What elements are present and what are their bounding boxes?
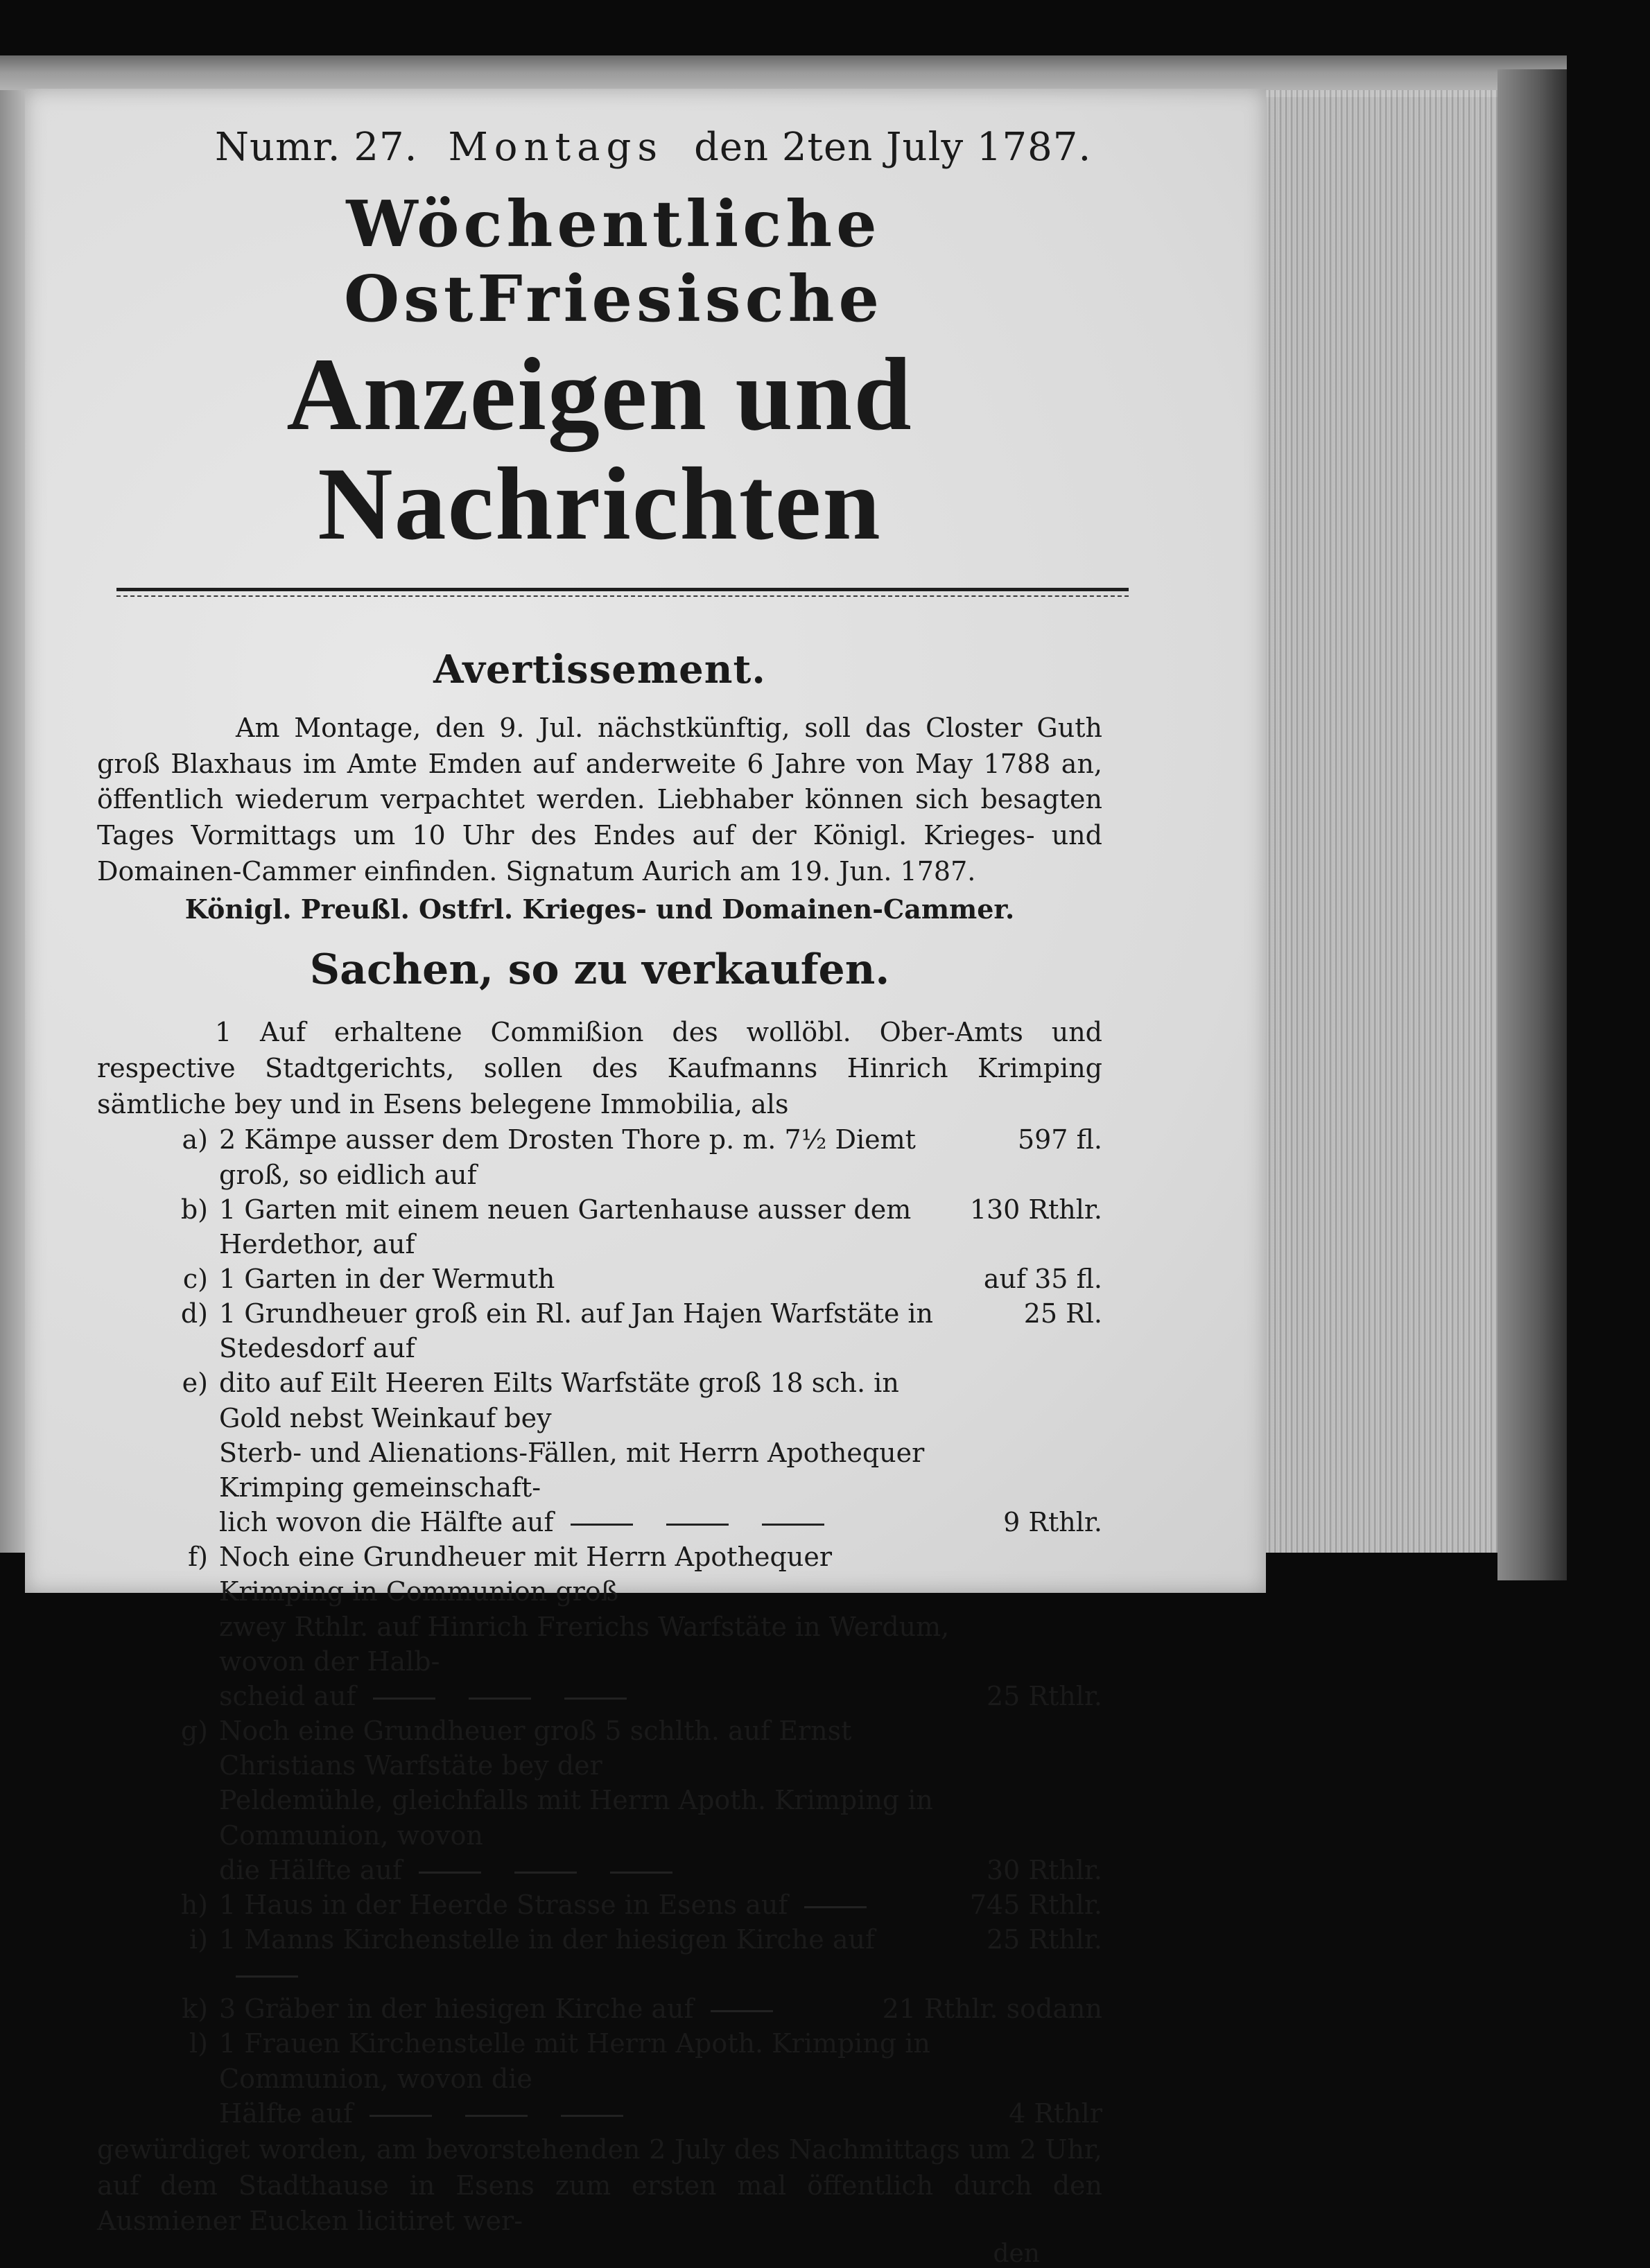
sale-item-row <box>97 1539 1102 1609</box>
sale-item-amount: auf 35 fl. <box>983 1264 1102 1294</box>
page-edges <box>1266 90 1505 1553</box>
avertissement-signature: Königl. Preußl. Ostfrl. Krieges- und Domainen-Cammer. <box>184 893 1015 925</box>
sale-item-mark: h) <box>180 1889 208 1920</box>
sale-item-amount: 9 Rthlr. <box>1003 1507 1102 1538</box>
sale-item-amount: 4 Rthlr <box>1009 2097 1102 2129</box>
sale-item-description: 1 Frauen Kirchenstelle mit Herrn Apoth. Krimping in Communion, wovon die <box>219 2028 930 2094</box>
sale-item-row <box>97 1505 1102 1539</box>
sale-item-row <box>97 1679 1102 1713</box>
sale-item-description: dito auf Eilt Heeren Eilts Warfstäte groß 18 sch. in Gold nebst Weinkauf bey <box>219 1368 899 1433</box>
leader-dash <box>561 2115 623 2117</box>
book-cover-edge <box>1497 69 1567 1580</box>
sale-item-text <box>219 1296 964 1366</box>
sale-item-mark: g) <box>180 1716 208 1747</box>
sale-item-row <box>97 2026 1102 2095</box>
sale-item-mark: a) <box>182 1124 208 1155</box>
sale-item-text <box>219 1366 964 1435</box>
sale-item-text <box>219 1192 964 1262</box>
sale-item-amount <box>964 1436 1102 1505</box>
sale-item-row <box>97 1991 1102 2026</box>
sale-item-description: Noch eine Grundheuer mit Herrn Apothequer Krimping in Communion groß <box>219 1542 832 1607</box>
leader-dash <box>373 1698 435 1700</box>
sale-item-row <box>97 1192 1102 1262</box>
sale-item-description: lich wovon die Hälfte auf <box>219 1507 554 1538</box>
avertissement-body <box>97 710 1102 889</box>
sale-item-description: scheid auf <box>219 1680 356 1711</box>
sale-item-description: Peldemühle, gleichfalls mit Herrn Apoth. Krimping in Communion, wovon <box>219 1785 933 1851</box>
sale-item-row <box>97 1887 1102 1922</box>
sale-item-row <box>97 1610 1102 1679</box>
sale-item-text <box>219 1887 964 1922</box>
sale-item-row <box>97 1783 1102 1852</box>
sale-item-row <box>97 1366 1102 1435</box>
sale-item-text <box>219 1853 964 1887</box>
issue-header <box>215 125 1102 170</box>
sale-item-amount <box>964 1539 1102 1609</box>
sale-item-text <box>219 1436 964 1505</box>
sale-item-row <box>97 1122 1102 1192</box>
leader-dash <box>666 1524 729 1526</box>
leader-dash <box>610 1872 672 1874</box>
leader-dash <box>236 1975 298 1978</box>
sale-item-mark: l) <box>189 2028 208 2059</box>
issue-day: Montags <box>448 125 664 170</box>
sale-item-description: 1 Garten mit einem neuen Gartenhause ausser dem Herdethor, auf <box>219 1194 912 1259</box>
sale-item-amount <box>964 1783 1102 1852</box>
sale-item-amount: 130 Rthlr. <box>969 1194 1102 1225</box>
sale-item-mark: c) <box>182 1264 208 1294</box>
sale-item-text <box>219 2026 964 2095</box>
sale-item-amount: 25 Rl. <box>1023 1298 1102 1329</box>
sale-item-amount: 745 Rthlr. <box>969 1889 1102 1920</box>
sale-item-row <box>97 1853 1102 1887</box>
sale-item-text <box>219 2096 964 2131</box>
sale-item-description: 2 Kämpe ausser dem Drosten Thore p. m. 7½ Diemt groß, so eidlich auf <box>219 1124 916 1190</box>
sale-item-amount <box>964 1366 1102 1435</box>
sale-item-text <box>219 1610 964 1679</box>
sale-item-description: 1 Haus in der Heerde Strasse in Esens auf <box>219 1889 788 1920</box>
page-content <box>97 125 1102 2268</box>
sale-item-text <box>219 1783 964 1852</box>
masthead-rule <box>116 588 1129 591</box>
sale-item-amount: 30 Rthlr. <box>986 1854 1102 1885</box>
leader-dash <box>370 2115 432 2117</box>
sale-item-amount <box>964 2026 1102 2095</box>
catchword: den <box>993 2239 1040 2268</box>
sale-item-mark: k) <box>182 1994 208 2025</box>
sale-item-description: Noch eine Grundheuer groß 5 schlth. auf Ernst Christians Warfstäte bey der <box>219 1716 852 1781</box>
sale-item-row <box>97 1262 1102 1296</box>
sale-outro: gewürdiget worden, am bevorstehenden 2 July des Nachmittags um 2 Uhr, auf dem Stadthause in Esens zum ersten mal öffentlich durch den Ausmiener Eucken licitiret wer- <box>97 2134 1102 2237</box>
sale-item-description: 1 Garten in der Wermuth <box>219 1264 555 1294</box>
leader-dash <box>419 1872 481 1874</box>
issue-number: Numr. 27. <box>215 125 418 170</box>
sale-item-mark: i) <box>189 1924 208 1955</box>
sale-item-row <box>97 1922 1102 1991</box>
sale-item-list <box>97 1122 1102 2131</box>
issue-date: den 2ten July 1787. <box>694 125 1092 170</box>
sale-item-text <box>219 1713 964 1783</box>
sale-item-mark: b) <box>180 1194 208 1225</box>
sale-item-mark: f) <box>188 1542 208 1573</box>
sale-item-description: Hälfte auf <box>219 2097 354 2129</box>
sale-item-description: die Hälfte auf <box>219 1854 403 1885</box>
sale-item-description: 3 Gräber in der hiesigen Kirche auf <box>219 1994 694 2025</box>
leader-dash <box>564 1698 627 1700</box>
sale-item-text <box>219 1991 883 2026</box>
leader-dash <box>571 1524 633 1526</box>
sale-item-description: 1 Grundheuer groß ein Rl. auf Jan Hajen Warfstäte in Stedesdorf auf <box>219 1298 934 1364</box>
sale-item-amount: 597 fl. <box>1017 1124 1102 1155</box>
sale-item-text <box>219 1539 964 1609</box>
sale-item-description: Sterb- und Alienations-Fällen, mit Herrn Apothequer Krimping gemeinschaft- <box>219 1437 925 1503</box>
leader-dash <box>711 2010 773 2012</box>
sale-item-amount <box>964 1713 1102 1783</box>
sale-item-description: zwey Rthlr. auf Hinrich Frerichs Warfstäte in Werdum, wovon der Halb- <box>219 1611 950 1677</box>
sale-item-text <box>219 1505 964 1539</box>
masthead-line-2: Anzeigen und Nachrichten <box>286 337 913 561</box>
leader-dash <box>469 1698 531 1700</box>
leader-dash <box>762 1524 824 1526</box>
sale-item-text <box>219 1679 964 1713</box>
sale-item-row <box>97 1296 1102 1366</box>
leader-dash <box>465 2115 528 2117</box>
sale-item-mark: d) <box>180 1298 208 1329</box>
sale-item-amount: 25 Rthlr. <box>986 1924 1102 1955</box>
sale-item-text <box>219 1122 964 1192</box>
sale-item-text <box>219 1922 964 1991</box>
sale-item-amount <box>964 1610 1102 1679</box>
left-page-sliver <box>0 90 28 1553</box>
sale-item-amount: 21 Rthlr. sodann <box>882 1994 1102 2025</box>
avertissement-text: Am Montage, den 9. Jul. nächstkünftig, soll das Closter Guth groß Blaxhaus im Amte Emden auf anderweite 6 Jahre von May 1788 an, öffentlich wiederum verpachtet werden. Liebhaber können sich besagten Tages Vormittags um 10 Uhr des Endes auf der Königl. Krieges- und Domainen-Cammer einfinden. Signatum Aurich am 19. Jun. 1787. <box>97 713 1102 887</box>
sale-item-description: 1 Manns Kirchenstelle in der hiesigen Kirche auf <box>219 1924 876 1955</box>
leader-dash <box>514 1872 577 1874</box>
avertissement-heading: Avertissement. <box>433 647 766 692</box>
sale-item-row <box>97 1436 1102 1505</box>
sale-item-mark: e) <box>182 1368 208 1399</box>
sale-intro-text: 1 Auf erhaltene Commißion des wollöbl. Ober-Amts und respective Stadtgerichts, sollen des Kaufmanns Hinrich Krimping sämtliche bey und in Esens belegene Immobilia, als <box>97 1017 1102 1119</box>
sale-heading: Sachen, so zu verkaufen. <box>309 945 890 995</box>
sale-item-row <box>97 1713 1102 1783</box>
sale-item-text <box>219 1262 964 1296</box>
sale-item-row <box>97 2096 1102 2131</box>
sale-item-amount: 25 Rthlr. <box>986 1680 1102 1711</box>
leader-dash <box>804 1906 867 1908</box>
sale-intro <box>97 1015 1102 1122</box>
masthead-line-1: Wöchentliche OstFriesische <box>343 186 884 336</box>
